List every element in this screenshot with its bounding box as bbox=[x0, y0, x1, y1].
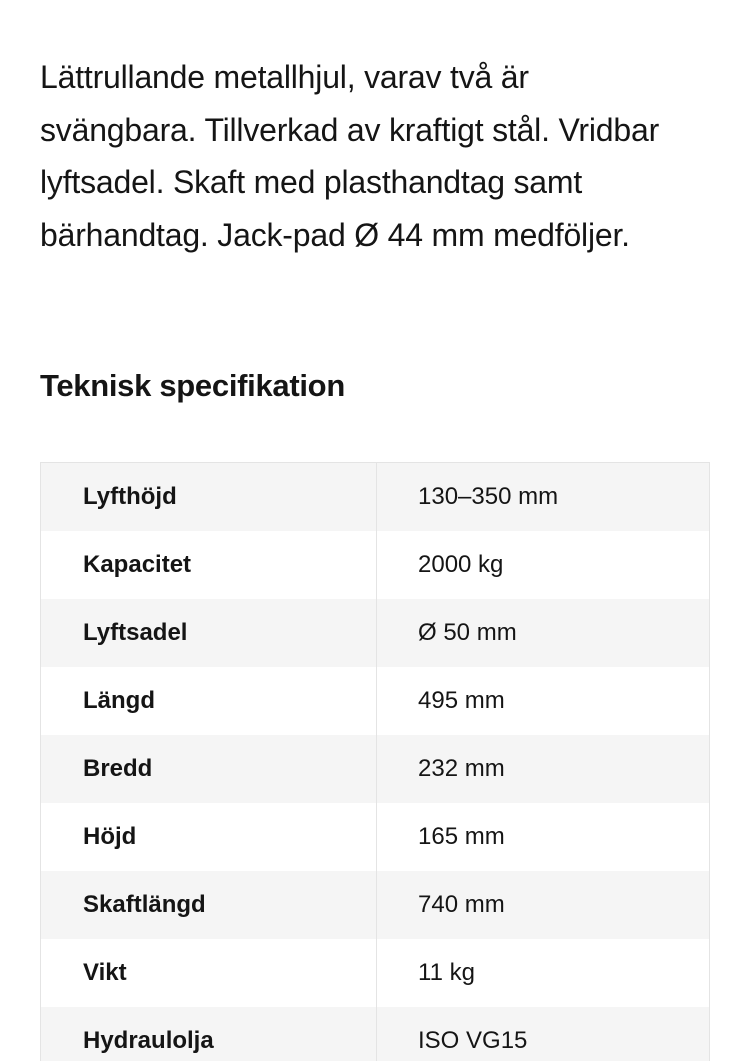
spec-label: Vikt bbox=[41, 939, 377, 1007]
spec-label: Hydraulolja bbox=[41, 1007, 377, 1061]
spec-row-hydraulolja bbox=[41, 1007, 710, 1061]
spec-label: Skaftlängd bbox=[41, 871, 377, 939]
spec-row-lyftsadel bbox=[41, 599, 710, 667]
spec-row-bredd bbox=[41, 735, 710, 803]
spec-row-langd bbox=[41, 667, 710, 735]
description-line: bärhandtag. Jack-pad Ø 44 mm medföljer. bbox=[40, 216, 630, 253]
spec-label: Kapacitet bbox=[41, 531, 377, 599]
spec-value: 130–350 mm bbox=[377, 463, 710, 531]
description-line: Lättrullande metallhjul, varav två är bbox=[40, 59, 529, 95]
spec-row-skaftlangd bbox=[41, 871, 710, 939]
spec-table bbox=[40, 462, 710, 1061]
spec-value: 740 mm bbox=[377, 871, 710, 939]
spec-row-hojd bbox=[41, 803, 710, 871]
spec-value: 232 mm bbox=[377, 735, 710, 803]
spec-row-kapacitet bbox=[41, 531, 710, 599]
spec-value: Ø 50 mm bbox=[377, 599, 710, 667]
spec-label: Höjd bbox=[41, 803, 377, 871]
spec-label: Lyftsadel bbox=[41, 599, 377, 667]
spec-value: 165 mm bbox=[377, 803, 710, 871]
description-line: svängbara. Tillverkad av kraftigt stål. Vridbar bbox=[40, 111, 660, 148]
spec-value: 2000 kg bbox=[377, 531, 710, 599]
spec-label: Bredd bbox=[41, 735, 377, 803]
description-line: lyftsadel. Skaft med plasthandtag samt bbox=[40, 164, 583, 200]
spec-heading: Teknisk specifikation bbox=[40, 368, 345, 403]
spec-label: Längd bbox=[41, 667, 377, 735]
spec-label: Lyfthöjd bbox=[41, 463, 377, 531]
spec-row-lyfthojd bbox=[41, 463, 710, 531]
spec-row-vikt bbox=[41, 939, 710, 1007]
spec-value: 495 mm bbox=[377, 667, 710, 735]
spec-value: 11 kg bbox=[377, 939, 710, 1007]
spec-value: ISO VG15 bbox=[377, 1007, 710, 1061]
product-description bbox=[40, 51, 720, 261]
